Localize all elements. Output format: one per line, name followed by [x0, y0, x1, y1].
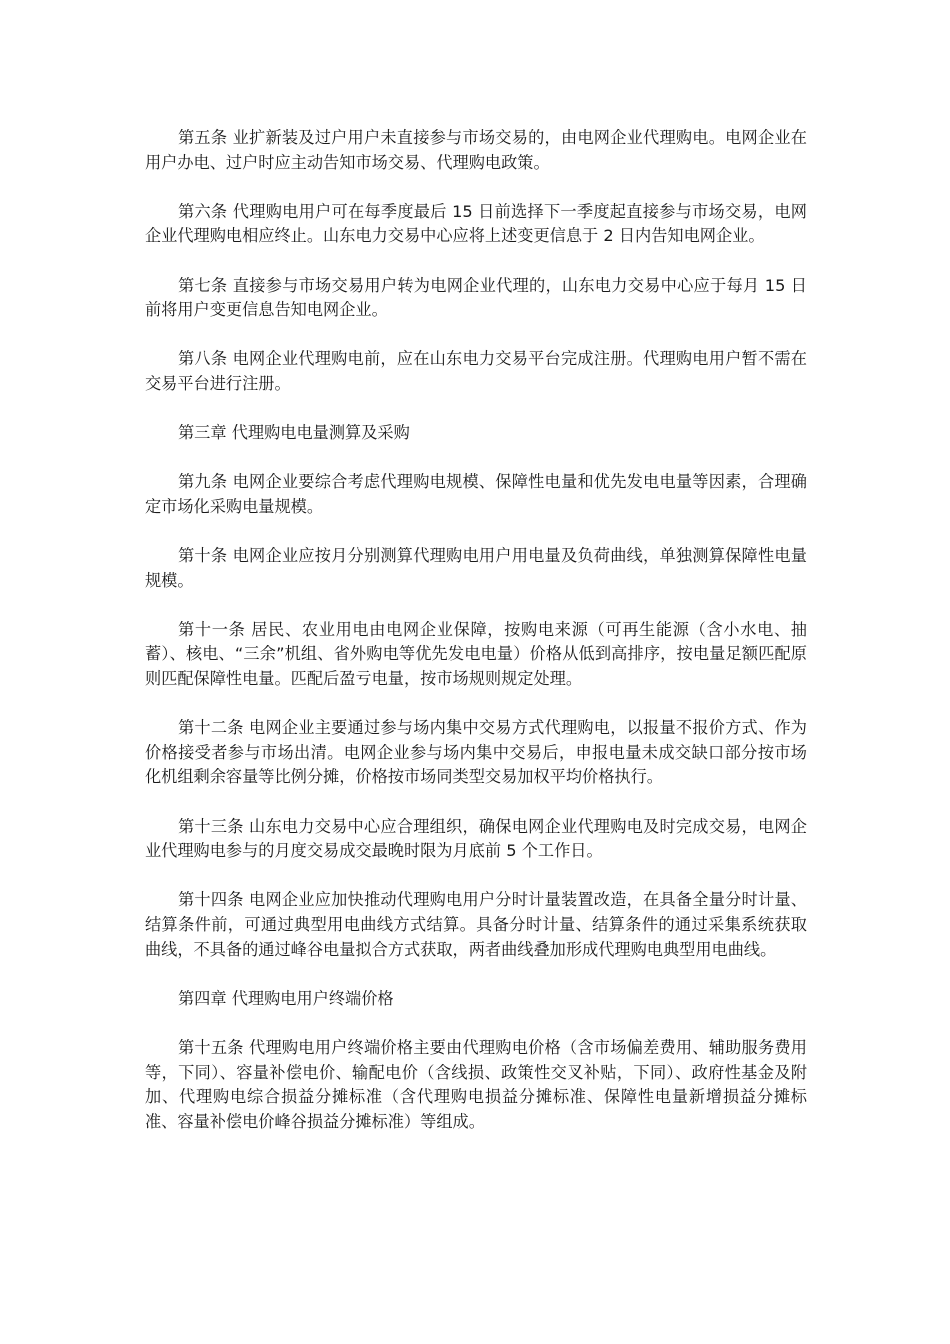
article-7: 第七条 直接参与市场交易用户转为电网企业代理的，山东电力交易中心应于每月 15 日前将用户变更信息告知电网企业。 — [145, 275, 807, 320]
article-5: 第五条 业扩新装及过户用户未直接参与市场交易的，由电网企业代理购电。电网企业在用户办电、过户时应主动告知市场交易、代理购电政策。 — [145, 128, 807, 172]
article-14: 第十四条 电网企业应加快推动代理购电用户分时计量装置改造，在具备全量分时计量、结算条件前，可通过典型用电曲线方式结算。具备分时计量、结算条件的通过采集系统获取曲线，不具备的通过峰谷电量拟合方式获取，两者曲线叠加形成代理购电典型用电曲线。 — [145, 890, 807, 959]
article-12: 第十二条 电网企业主要通过参与场内集中交易方式代理购电，以报量不报价方式、作为价格接受者参与市场出清。电网企业参与场内集中交易后，申报电量未成交缺口部分按市场化机组剩余容量等比例分摊，价格按市场同类型交易加权平均价格执行。 — [145, 718, 807, 787]
article-10: 第十条 电网企业应按月分别测算代理购电用户用电量及负荷曲线，单独测算保障性电量规模。 — [145, 546, 807, 590]
article-13: 第十三条 山东电力交易中心应合理组织，确保电网企业代理购电及时完成交易，电网企业代理购电参与的月度交易成交最晚时限为月底前 5 个工作日。 — [145, 816, 807, 861]
article-11: 第十一条 居民、农业用电由电网企业保障，按购电来源（可再生能源（含小水电、抽蓄）、核电、“三余”机组、省外购电等优先发电电量）价格从低到高排序，按电量足额匹配原则匹配保障性电量。匹配后盈亏电量，按市场规则规定处理。 — [145, 619, 807, 689]
article-15: 第十五条 代理购电用户终端价格主要由代理购电价格（含市场偏差费用、辅助服务费用等，下同）、容量补偿电价、输配电价（含线损、政策性交叉补贴，下同）、政府性基金及附加、代理购电综合损益分摊标准（含代理购电损益分摊标准、保障性电量新增损益分摊标准、容量补偿电价峰谷损益分摊标准）等组成。 — [145, 1037, 807, 1131]
article-8: 第八条 电网企业代理购电前，应在山东电力交易平台完成注册。代理购电用户暂不需在交易平台进行注册。 — [145, 349, 807, 393]
document-body — [145, 126, 807, 1159]
chapter-3-heading: 第三章 代理购电电量测算及采购 — [178, 423, 410, 443]
article-9: 第九条 电网企业要综合考虑代理购电规模、保障性电量和优先发电电量等因素，合理确定市场化采购电量规模。 — [145, 472, 807, 516]
chapter-4-heading: 第四章 代理购电用户终端价格 — [178, 988, 394, 1008]
article-6: 第六条 代理购电用户可在每季度最后 15 日前选择下一季度起直接参与市场交易，电网企业代理购电相应终止。山东电力交易中心应将上述变更信息于 2 日内告知电网企业。 — [145, 201, 807, 246]
